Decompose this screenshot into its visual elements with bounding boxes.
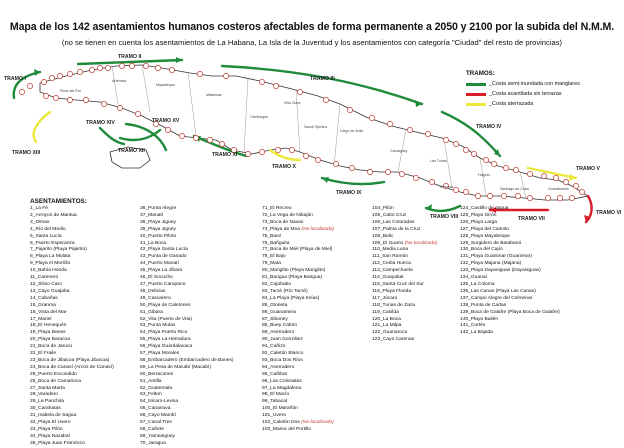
settlement-item: 117_Júcaro xyxy=(372,295,398,301)
settlement-marker xyxy=(67,71,72,76)
settlement-marker xyxy=(119,63,124,68)
tramo-label: TRAMO VI xyxy=(596,210,622,216)
settlement-marker xyxy=(347,107,352,112)
settlement-item: 35_Playa Juan Francisco xyxy=(30,440,85,446)
settlement-marker xyxy=(453,187,458,192)
settlement-marker xyxy=(501,193,506,198)
settlement-item: 92_Caletón Blanco xyxy=(262,351,304,357)
settlement-marker xyxy=(315,157,320,162)
tramo-label: TRAMO VII xyxy=(518,216,545,222)
settlement-item: 122_Guanaroca xyxy=(372,330,408,336)
settlement-item: 69_Yamanigüey xyxy=(140,433,175,439)
settlement-item: 102_Caletón Dos (No localizado) xyxy=(262,420,334,426)
tramo-label: TRAMO XI xyxy=(212,152,238,158)
tramo-label: TRAMO XV xyxy=(152,118,180,124)
settlement-marker xyxy=(303,153,308,158)
settlement-item: 129_Surgidero de Batabanó xyxy=(460,240,522,246)
settlement-item: 9_Playa el Morrillo xyxy=(30,261,71,267)
settlement-item: 74_Playa de Moa (No localizado) xyxy=(262,226,335,232)
settlement-item: 33_Playa Pilón xyxy=(30,427,63,432)
settlement-marker xyxy=(385,169,390,174)
map-subtitle: (no se tienen en cuenta los asentamientos de La Habana, La Isla de la Juventud y los asentamientos con categoría "Ciudad" del resto de provincias) xyxy=(61,38,563,47)
settlement-marker xyxy=(219,141,224,146)
settlement-marker xyxy=(515,193,520,198)
settlement-marker xyxy=(569,195,574,200)
settlement-item: 62_Guatemala xyxy=(140,385,173,391)
settlement-item: 54_Playa Puerto Rico xyxy=(140,330,188,336)
settlement-marker xyxy=(471,151,476,156)
settlement-item: 100_El Marañón xyxy=(262,406,298,412)
settlement-marker xyxy=(553,175,558,180)
settlement-item: 11_Carenero xyxy=(30,275,59,281)
province-label: Artemisa xyxy=(112,79,127,83)
province-label: Granma xyxy=(440,185,453,189)
settlement-item: 89_Aserradero xyxy=(262,330,295,336)
settlement-item: 82_Cajobabo xyxy=(262,281,292,287)
settlement-item: 10_Bahía Honda xyxy=(30,268,67,274)
province-label: Matanzas xyxy=(206,93,222,97)
settlement-item: 118_Tunas de Zaza xyxy=(372,302,415,308)
settlement-marker xyxy=(129,63,134,68)
settlement-item: 46_El Socucho xyxy=(140,275,173,281)
settlement-item: 80_Manglito (Playa Manglito) xyxy=(262,268,326,274)
settlement-marker xyxy=(413,175,418,180)
settlement-item: 107_Palma de la Cruz xyxy=(372,226,421,232)
settlement-marker xyxy=(27,83,32,88)
tramo-label: TRAMO III xyxy=(310,76,335,82)
settlement-item: 133_Playa Dayaniguas (Dayaniguas) xyxy=(460,268,541,274)
settlement-item: 67_Canal Tres xyxy=(140,420,172,426)
province-label: Holguín xyxy=(478,173,491,177)
settlement-marker xyxy=(349,165,354,170)
settlement-item: 17_Mariel xyxy=(30,316,52,322)
settlement-marker xyxy=(573,183,578,188)
settlement-marker xyxy=(579,189,584,194)
settlement-item: 116_Playa Florida xyxy=(372,288,412,294)
settlement-item: 60_Berracones xyxy=(140,371,174,377)
settlement-marker xyxy=(89,67,94,72)
settlement-marker xyxy=(19,89,24,94)
settlement-item: 130_Boca del Cajío xyxy=(460,247,503,253)
settlement-marker xyxy=(197,71,202,76)
settlement-marker xyxy=(483,157,488,162)
settlement-marker xyxy=(463,189,468,194)
settlement-item: 96_Las Coloradas xyxy=(262,378,302,384)
settlement-marker xyxy=(57,73,62,78)
settlement-item: 115_Santa Cruz del Sur xyxy=(372,281,424,287)
settlement-marker xyxy=(49,75,54,80)
tramo-xiii-arrow xyxy=(34,112,50,142)
settlement-item: 59_La Pesa de Macabí (Macabí) xyxy=(140,364,211,370)
settlement-item: 64_Nicaro-Levisa xyxy=(140,399,179,405)
settlement-item: 119_Casilda xyxy=(372,309,399,315)
settlement-marker xyxy=(475,193,480,198)
settlement-item: 55_Playa La Herradura xyxy=(140,337,191,343)
settlement-item: 105_Cabo Cruz xyxy=(372,212,407,218)
settlement-item: 140_Playa Bailén xyxy=(460,316,499,322)
settlement-item: 121_La Milpa xyxy=(372,323,402,329)
settlement-marker xyxy=(53,95,58,100)
settlement-marker xyxy=(259,149,264,154)
tramo-xiv-arrow xyxy=(100,128,124,144)
legend-label: _Costa acantilada sin terrazas xyxy=(489,91,562,97)
settlement-marker xyxy=(97,65,102,70)
settlement-item: 99_Tabacal xyxy=(262,399,288,405)
settlement-marker xyxy=(273,83,278,88)
settlement-item: 138_Punta de Cartas xyxy=(460,302,507,308)
settlement-item: 94_Aserradero xyxy=(262,364,295,370)
tramo-label: TRAMO XIII xyxy=(12,150,41,156)
settlement-item: 42_Playa Santa Lucía xyxy=(140,247,188,253)
settlement-item: 112_Ceiba Hueca xyxy=(372,261,411,267)
settlement-item: 18_El Henequén xyxy=(30,323,67,329)
settlement-item: 135_La Coloma xyxy=(460,281,495,287)
settlement-item: 95_Cañibar xyxy=(262,371,288,377)
settlement-item: 101_Uvero xyxy=(262,413,286,419)
tramo-x-arrow xyxy=(270,150,300,160)
settlement-item: 31_Isabela de Sagua xyxy=(30,413,77,419)
settlement-marker xyxy=(207,137,212,142)
settlement-item: 47_Puerto Carupano xyxy=(140,281,186,287)
settlement-item: 52_Vita (Puerto de Vita) xyxy=(140,316,193,322)
settlement-item: 61_Antilla xyxy=(140,378,162,384)
settlement-item: 13_Cayo Guajaba xyxy=(30,288,70,294)
settlement-item: 78_El Bajo xyxy=(262,254,286,260)
settlement-marker xyxy=(41,79,46,84)
settlement-item: 20_Playa Baracoa xyxy=(30,337,70,343)
settlement-item: 137_Campo Alegre del Colmenar xyxy=(460,295,533,301)
legend-label: _Costa semi-inundada con manglares xyxy=(489,81,580,87)
settlement-item: 5_Santa Lucía xyxy=(30,233,62,239)
settlement-marker xyxy=(193,135,198,140)
settlement-item: 7_Pajarito (Playa Pajarito) xyxy=(30,247,87,253)
settlement-item: 126_Playa Larga xyxy=(460,219,497,225)
settlement-item: 123_Cayo Carenas xyxy=(372,337,415,343)
settlement-marker xyxy=(223,73,228,78)
settlement-marker xyxy=(43,93,48,98)
settlement-marker xyxy=(245,151,250,156)
tramo-label: TRAMO II xyxy=(118,54,142,60)
settlement-item: 86_Guanamera xyxy=(262,309,296,315)
settlement-item: 19_Playa Banes xyxy=(30,330,66,336)
settlement-marker xyxy=(83,97,88,102)
province-label: Santiago de Cuba xyxy=(500,187,529,191)
settlement-marker xyxy=(407,127,412,132)
settlement-item: 142_La Bajada xyxy=(460,330,493,336)
settlement-item: 103_Marea del Portillo xyxy=(262,427,311,432)
legend-item xyxy=(466,81,616,87)
settlement-marker xyxy=(275,147,280,152)
settlement-item: 134_Guanal xyxy=(460,275,487,281)
settlement-item: 84_La Playa (Playa Imías) xyxy=(262,295,320,301)
province-label: Pinar del Río xyxy=(60,89,81,93)
settlement-item: 132_Playa Majana (Majana) xyxy=(460,261,522,267)
settlement-item: 24_Boca de Canasí (Arcos de Canasí) xyxy=(30,364,114,370)
settlement-item: 131_Playa Guanimar (Guanimar) xyxy=(460,254,533,260)
province-label: Guantánamo xyxy=(548,187,569,191)
settlement-item: 37_Manatí xyxy=(140,212,164,218)
tramo-label: TRAMO I xyxy=(4,76,26,82)
settlements-column xyxy=(262,206,334,434)
settlements-list-title: ASENTAMIENTOS: xyxy=(30,198,87,205)
settlement-marker xyxy=(487,193,492,198)
not-located-note: (No localizado) xyxy=(299,420,334,426)
settlement-item: 104_Pilón xyxy=(372,206,394,211)
settlement-item: 63_Felton xyxy=(140,392,162,398)
settlement-marker xyxy=(297,89,302,94)
settlement-item: 73_Boca de Navas xyxy=(262,219,304,225)
legend-title: TRAMOS: xyxy=(466,70,495,77)
settlement-item: 29_La Panchita xyxy=(30,399,64,405)
settlement-item: 25_Puerto Escondido xyxy=(30,371,77,377)
tramo-label: TRAMO IX xyxy=(336,190,362,196)
settlement-item: 120_La Boca xyxy=(372,316,401,322)
tramo-ii-arrow xyxy=(78,60,182,64)
settlement-item: 50_Playa de Caletones xyxy=(140,302,191,308)
settlement-item: 27_Santa Marta xyxy=(30,385,65,391)
settlement-item: 109_El Guano (No localizado) xyxy=(372,240,438,246)
settlement-marker xyxy=(117,105,122,110)
settlement-item: 2_Arroyos de Mantua xyxy=(30,212,77,218)
settlement-item: 81_Barigua (Playa Barigua) xyxy=(262,275,323,281)
settlement-item: 93_Boca Dos Ríos xyxy=(262,357,303,363)
settlement-item: 36_Punta Alegre xyxy=(140,206,177,211)
legend-swatch xyxy=(466,103,486,106)
settlement-marker xyxy=(77,69,82,74)
settlement-item: 127_Playa del Caimito xyxy=(460,226,509,232)
settlement-item: 6_Puerto Esperanza xyxy=(30,240,75,246)
settlement-item: 16_Vista del Mar xyxy=(30,309,67,315)
settlement-marker xyxy=(513,167,518,172)
settlement-marker xyxy=(259,79,264,84)
settlement-marker xyxy=(369,115,374,120)
settlement-item: 58_Embarcadero (Embarcadero de Banes) xyxy=(140,357,234,363)
settlement-marker xyxy=(179,133,184,138)
settlement-item: 4_Río del Medio xyxy=(30,226,66,232)
settlement-item: 23_Boca de Jibacoa (Playa Jibacoa) xyxy=(30,357,110,363)
settlement-item: 49_Cascarero xyxy=(140,295,171,301)
map-title: Mapa de los 142 asentamientos humanos costeros afectables de forma permanente a 2050 y 2100 por la subida del N.M.M. xyxy=(9,21,615,33)
settlement-item: 139_Boca de Galafre (Playa Boca de Galafre) xyxy=(460,309,560,315)
settlement-item: 28_Varadero xyxy=(30,392,58,398)
settlement-item: 30_Carahatas xyxy=(30,406,61,412)
settlement-marker xyxy=(545,195,550,200)
settlement-item: 40_Puerto Piloto xyxy=(140,233,177,239)
settlement-marker xyxy=(463,147,468,152)
settlement-item: 26_Boca de Camarioca xyxy=(30,378,82,384)
settlement-item: 34_Playa Nazabal xyxy=(30,433,70,439)
settlement-item: 8_Playa La Mulata xyxy=(30,254,71,260)
settlement-item: 124_Castillo de Jagua xyxy=(460,206,509,211)
settlement-marker xyxy=(557,195,562,200)
legend-swatch xyxy=(466,93,486,96)
settlement-marker xyxy=(563,179,568,184)
tramo-ix-arrow xyxy=(322,178,384,184)
settlement-item: 1_La Fé xyxy=(30,206,48,211)
settlements-column xyxy=(372,206,437,344)
settlement-marker xyxy=(491,161,496,166)
settlements-column xyxy=(460,206,560,337)
tramo-label: TRAMO IV xyxy=(476,124,502,130)
settlement-marker xyxy=(527,195,532,200)
settlement-item: 83_Tacrè (Río Tacré) xyxy=(262,288,308,294)
province-label: Mayabeque xyxy=(156,83,175,87)
settlement-item: 71_El Recreo xyxy=(262,206,292,211)
not-located-note: (No localizado) xyxy=(300,226,335,232)
province-label: Villa Clara xyxy=(284,101,301,105)
settlement-item: 39_Playa Jigüey xyxy=(140,226,176,232)
settlement-item: 45_Playa La Jíbara xyxy=(140,268,183,274)
settlement-item: 51_Gibara xyxy=(140,309,163,315)
settlement-item: 111_San Ramón xyxy=(372,254,408,260)
settlement-marker xyxy=(453,141,458,146)
settlement-item: 44_Puerto Manatí xyxy=(140,261,179,267)
settlement-marker xyxy=(169,67,174,72)
settlement-item: 114_Guayabal xyxy=(372,275,404,281)
settlement-item: 108_Belic xyxy=(372,233,394,239)
tramo-label: TRAMO X xyxy=(272,164,296,170)
settlement-item: 87_Siboney xyxy=(262,316,288,322)
province-label: Cienfuegos xyxy=(250,115,269,119)
settlement-item: 65_Cananova xyxy=(140,406,171,412)
settlement-marker xyxy=(323,97,328,102)
settlement-item: 53_Punta Mulas xyxy=(140,323,176,329)
settlement-marker xyxy=(155,65,160,70)
not-located-note: (No localizado) xyxy=(403,240,438,246)
settlement-marker xyxy=(289,147,294,152)
settlement-item: 97_La Magdalena xyxy=(262,385,302,391)
settlement-marker xyxy=(429,179,434,184)
settlement-item: 141_Cortés xyxy=(460,323,486,329)
tramo-label: TRAMO V xyxy=(576,166,600,172)
legend-item xyxy=(466,101,616,107)
legend-item xyxy=(466,91,616,97)
settlement-item: 77_Boca de Miel (Playa de Miel) xyxy=(262,247,333,253)
settlement-marker xyxy=(503,165,508,170)
settlement-item: 22_El Fraile xyxy=(30,351,57,357)
settlement-item: 66_Cayo Mambí xyxy=(140,413,176,419)
settlement-item: 32_Playa El Uvero xyxy=(30,420,71,426)
settlement-item: 75_Baez xyxy=(262,233,282,239)
settlement-item: 68_Cañete xyxy=(140,427,164,432)
settlement-item: 12_Silvio Caro xyxy=(30,281,62,287)
settlement-marker xyxy=(165,127,170,132)
settlement-item: 57_Playa Morales xyxy=(140,351,180,357)
settlement-marker xyxy=(443,137,448,142)
settlement-marker xyxy=(67,97,72,102)
settlement-item: 98_El Macío xyxy=(262,392,290,398)
settlement-item: 128_Playa Mayabeque xyxy=(460,233,511,239)
settlement-item: 91_Cañizo xyxy=(262,344,286,350)
province-label: Ciego de Ávila xyxy=(340,129,364,133)
settlement-marker xyxy=(387,121,392,126)
settlement-item: 85_Glorieta xyxy=(262,302,288,308)
tramo-label: TRAMO VIII xyxy=(430,214,459,220)
settlements-column xyxy=(30,206,114,448)
settlement-marker xyxy=(399,171,404,176)
settlement-marker xyxy=(101,101,106,106)
legend xyxy=(466,70,616,111)
settlement-item: 41_La Boca xyxy=(140,240,167,246)
legend-label: _Costa aterrazada xyxy=(489,101,534,107)
settlement-item: 21_Boca de Jaruco xyxy=(30,344,73,350)
settlement-item: 3_Dimas xyxy=(30,219,50,225)
settlement-item: 76_Bañguita xyxy=(262,240,290,246)
settlement-marker xyxy=(527,171,532,176)
settlement-marker xyxy=(541,173,546,178)
settlement-item: 136_Las Canas (Playa Las Canas) xyxy=(460,288,536,294)
settlement-marker xyxy=(105,65,110,70)
settlement-item: 79_Mata xyxy=(262,261,282,267)
settlement-marker xyxy=(143,63,148,68)
settlement-item: 72_La Vega de Nibaján xyxy=(262,212,313,218)
tramo-label: TRAMO XII xyxy=(118,148,145,154)
settlement-marker xyxy=(333,161,338,166)
legend-swatch xyxy=(466,83,486,86)
settlement-item: 70_Jaragua xyxy=(140,440,166,446)
settlement-item: 110_Media Luna xyxy=(372,247,409,253)
settlement-marker xyxy=(135,111,140,116)
settlement-item: 43_Punta de Ganado xyxy=(140,254,187,260)
settlement-item: 56_Playa Guardalavaca xyxy=(140,344,193,350)
settlements-column xyxy=(140,206,234,448)
settlement-item: 48_Delicias xyxy=(140,288,166,294)
settlement-item: 15_Granma xyxy=(30,302,56,308)
tramo-label: TRAMO XIV xyxy=(86,120,115,126)
province-label: Sancti Spíritus xyxy=(304,125,328,129)
settlement-item: 88_Buey Cabón xyxy=(262,323,298,329)
settlement-item: 90_Juan González xyxy=(262,337,303,343)
settlement-marker xyxy=(425,131,430,136)
settlement-item: 125_Playa Girón xyxy=(460,212,497,218)
settlement-item: 14_Cabañas xyxy=(30,295,58,301)
settlement-item: 38_Playa Jiguey xyxy=(140,219,176,225)
settlement-item: 106_Las Coloradas xyxy=(372,219,415,225)
settlement-item: 113_Campechuela xyxy=(372,268,413,274)
province-label: Las Tunas xyxy=(430,159,447,163)
province-label: Camagüey xyxy=(390,149,408,153)
settlement-marker xyxy=(367,169,372,174)
